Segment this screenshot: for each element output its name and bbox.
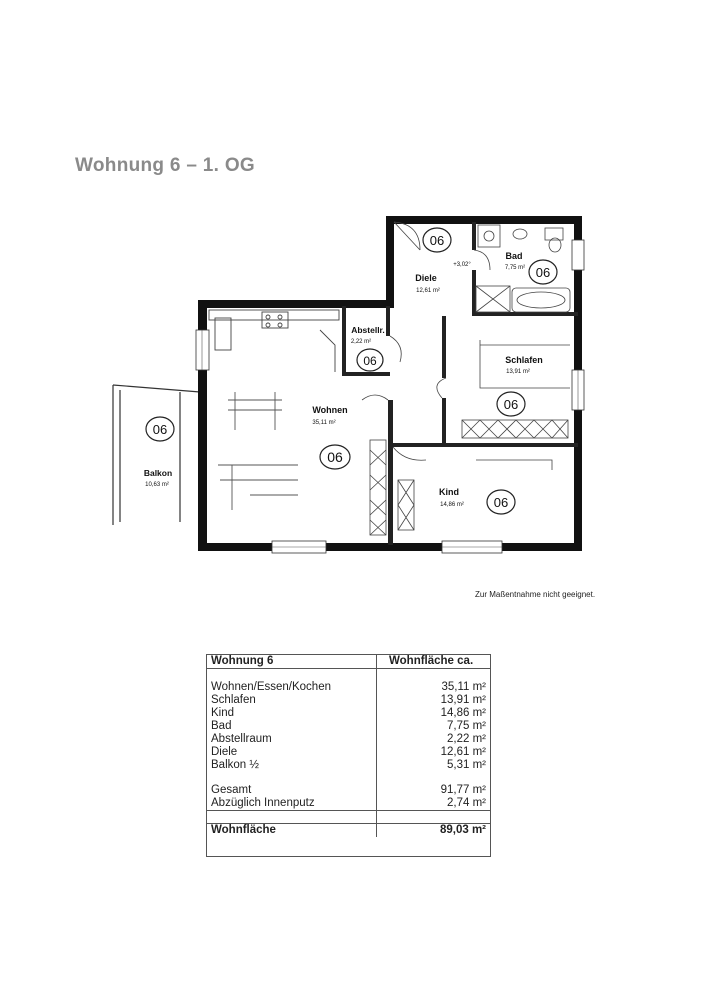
room-name-wohnen: Wohnen (312, 405, 348, 415)
table-row (206, 746, 491, 759)
level-note: +3,02° (453, 262, 471, 268)
row-value: 12,61 m² (440, 746, 486, 758)
table-row (206, 707, 491, 720)
room-name-balkon: Balkon (143, 468, 173, 478)
room-name-kind: Kind (439, 487, 459, 497)
room-name-diele: Diele (415, 273, 437, 283)
abzug-value: 2,74 m² (377, 797, 492, 811)
row-value: 14,86 m² (440, 707, 486, 719)
table-row (206, 694, 491, 707)
row-label: Bad (206, 720, 377, 733)
room-area-kind: 14,86 m² (440, 502, 464, 508)
room-area-bad: 7,75 m² (504, 265, 526, 271)
row-value: 5,31 m² (447, 759, 486, 771)
total-value: 89,03 m² (377, 824, 492, 838)
room-area-diele: 12,61 m² (416, 288, 440, 294)
gesamt-value: 91,77 m² (440, 784, 486, 796)
table-row (206, 720, 491, 733)
table-row (206, 681, 491, 694)
row-label: Abstellraum (206, 733, 377, 746)
room-name-bad: Bad (505, 251, 523, 261)
row-value: 7,75 m² (447, 720, 486, 732)
table-row-gesamt (206, 784, 491, 797)
room-area-schlafen: 13,91 m² (506, 369, 530, 375)
kitchen (209, 310, 339, 372)
row-value: 13,91 m² (440, 694, 486, 706)
table-header-value: Wohnfläche ca. (377, 654, 492, 669)
area-table (206, 654, 491, 837)
room-number-kind: 06 (493, 495, 509, 510)
storage-unit (370, 440, 386, 535)
row-value: 2,22 m² (447, 733, 486, 745)
room-number-schlafen: 06 (503, 397, 519, 412)
dining-set (218, 392, 298, 510)
room-number-diele: 06 (429, 233, 445, 248)
room-number-circles (143, 228, 557, 514)
total-label: Wohnfläche (206, 824, 377, 838)
balcony-outline (113, 385, 200, 525)
table-row-total (206, 824, 491, 838)
room-number-abstellr: 06 (363, 354, 377, 368)
room-name-abstellr: Abstellr. (351, 325, 385, 335)
room-number-bad: 06 (535, 265, 551, 280)
room-number-wohnen: 06 (327, 449, 343, 465)
room-area-wohnen: 35,11 m² (312, 420, 336, 426)
table-row-abzug (206, 797, 491, 811)
row-label: Schlafen (206, 694, 377, 707)
row-label: Balkon ½ (206, 759, 377, 772)
table-header-label: Wohnung 6 (206, 654, 377, 669)
row-label: Diele (206, 746, 377, 759)
room-name-schlafen: Schlafen (505, 355, 543, 365)
table-header-row (206, 654, 491, 669)
disclaimer-note: Zur Maßentnahme nicht geeignet. (475, 590, 596, 599)
gesamt-label: Gesamt (206, 784, 377, 797)
room-area-balkon: 10,63 m² (145, 482, 169, 488)
door-swings (362, 222, 490, 460)
room-number-balkon: 06 (152, 422, 168, 437)
room-area-abstellr: 2,22 m² (350, 339, 372, 345)
row-value: 35,11 m² (441, 681, 486, 693)
kids-room-furniture (398, 460, 552, 530)
page-title: Wohnung 6 – 1. OG (75, 155, 255, 176)
table-row (206, 733, 491, 746)
table-row (206, 759, 491, 772)
row-label: Kind (206, 707, 377, 720)
abzug-label: Abzüglich Innenputz (206, 797, 377, 811)
row-label: Wohnen/Essen/Kochen (206, 681, 377, 694)
